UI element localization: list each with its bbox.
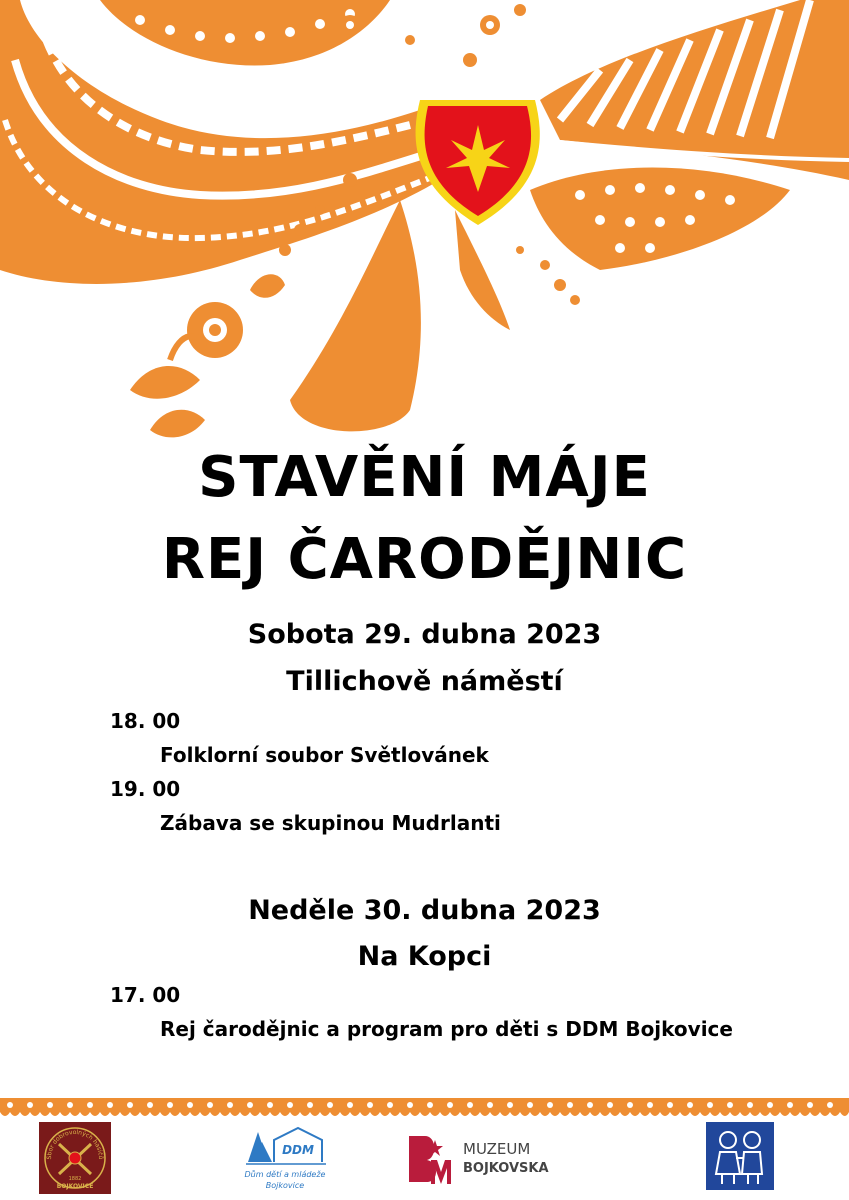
event-activity: Zábava se skupinou Mudrlanti (160, 811, 501, 835)
saturday-place: Tillichově náměstí (286, 666, 563, 697)
right-striped-ribbon (540, 0, 849, 180)
ddm-logo (240, 1122, 330, 1194)
folk-ornament-header (0, 0, 849, 470)
svg-text:MUZEUM: MUZEUM (463, 1140, 531, 1158)
event-time: 19. 00 (110, 777, 181, 801)
right-dotted-wing (530, 168, 790, 271)
event-time: 17. 00 (110, 983, 181, 1007)
firefighters-logo (39, 1122, 111, 1194)
svg-text:DDM: DDM (282, 1143, 314, 1157)
main-title-line1: STAVĚNÍ MÁJE (198, 445, 651, 510)
saturday-date: Sobota 29. dubna 2023 (247, 619, 602, 650)
svg-text:1882: 1882 (68, 1176, 82, 1182)
center-tail (290, 200, 580, 431)
svg-text:Dům dětí a mládeže: Dům dětí a mládeže (244, 1170, 326, 1179)
main-title-line2: REJ ČARODĚJNIC (161, 527, 688, 592)
event-time: 18. 00 (110, 709, 181, 733)
svg-text:BOJKOVSKA: BOJKOVSKA (463, 1161, 549, 1176)
sunday-date: Neděle 30. dubna 2023 (248, 895, 601, 926)
svg-text:Bojkovice: Bojkovice (265, 1181, 305, 1190)
folk-border-strip (0, 1098, 849, 1120)
flower-ornament (130, 274, 285, 437)
event-activity: Folklorní soubor Světlovánek (160, 743, 489, 767)
muzeum-logo (405, 1130, 575, 1188)
svg-text:Sbor dobrovolných hasičů: Sbor dobrovolných hasičů (45, 1128, 105, 1160)
svg-text:BOJKOVICE: BOJKOVICE (56, 1183, 94, 1190)
event-activity: Rej čarodějnic a program pro děti s DDM Bojkovice (160, 1017, 733, 1041)
coat-of-arms-shield (416, 100, 540, 225)
sunday-place: Na Kopci (357, 941, 492, 972)
dancing-children-icon (706, 1122, 774, 1190)
